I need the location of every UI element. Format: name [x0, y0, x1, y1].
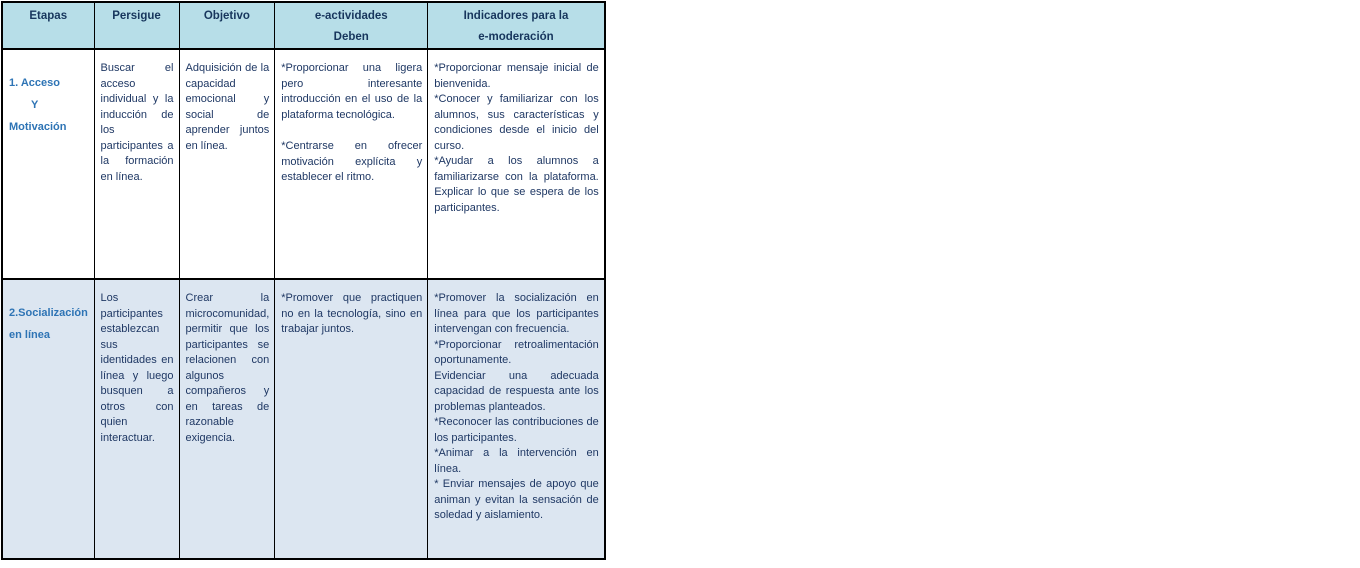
stage-1-line-3: Motivación [9, 121, 67, 133]
e-actividad-item: *Proporcionar una ligera pero interesante introducción en el uso de la plataforma tecnológica. [281, 62, 423, 121]
cell-stage-2 [2, 279, 94, 559]
indicador-item: *Conocer y familiarizar con los alumnos, sus características y condiciones desde el inicio del curso. [434, 93, 599, 152]
header-objetivo [179, 2, 275, 49]
header-indicadores [428, 2, 605, 49]
stage-1-line-2: Y [31, 99, 39, 111]
e-moderation-stages-table [1, 1, 606, 560]
objetivo-1-text: Adquisición de la capacidad emocional y social de aprender juntos en línea. [185, 62, 270, 152]
header-objetivo-label: Objetivo [203, 10, 250, 22]
header-etapas-label: Etapas [29, 10, 68, 22]
stage-1-line-1: 1. Acceso [9, 77, 60, 89]
indicador-item: *Promover la socialización en línea para que los participantes intervengan con frecuencia. [434, 292, 599, 335]
table-row-acceso-motivacion [2, 49, 605, 279]
header-etapas [2, 2, 94, 49]
indicador-item: *Animar a la intervención en línea. [434, 447, 599, 475]
stage-2-line-2: en línea [9, 329, 50, 341]
indicador-item: *Ayudar a los alumnos a familiarizarse con la plataforma. Explicar lo que se espera de los participantes. [434, 155, 599, 214]
indicador-item: Evidenciar una adecuada capacidad de respuesta ante los problemas planteados. [434, 369, 599, 413]
cell-objetivo-1 [179, 49, 275, 279]
header-e-moderacion-label: e-moderación [478, 31, 554, 43]
cell-e-actividades-2 [275, 279, 428, 559]
header-deben-label: Deben [333, 31, 369, 43]
table-row-socializacion [2, 279, 605, 559]
indicador-item: *Reconocer las contribuciones de los participantes. [434, 416, 599, 444]
e-actividad-item: *Promover que practiquen no en la tecnología, sino en trabajar juntos. [281, 292, 423, 335]
indicador-item: * Enviar mensajes de apoyo que animan y evitan la sensación de soledad y aislamiento. [434, 478, 599, 521]
e-actividad-item: *Centrarse en ofrecer motivación explícita y establecer el ritmo. [281, 140, 423, 183]
cell-indicadores-2 [428, 279, 605, 559]
cell-objetivo-2 [179, 279, 275, 559]
objetivo-2-text: Crear la microcomunidad, permitir que los participantes se relacionen con algunos compañeros y en tareas de razonable exigencia. [185, 292, 270, 444]
cell-stage-1 [2, 49, 94, 279]
cell-indicadores-1 [428, 49, 605, 279]
table-header-row [2, 2, 605, 49]
persigue-1-text: Buscar el acceso individual y la inducción de los participantes a la formación en línea. [100, 62, 174, 183]
header-indicadores-label: Indicadores para la [463, 10, 569, 22]
cell-persigue-2 [94, 279, 179, 559]
indicador-item: *Proporcionar mensaje inicial de bienvenida. [434, 62, 599, 90]
cell-persigue-1 [94, 49, 179, 279]
indicador-item: *Proporcionar retroalimentación oportunamente. [434, 338, 599, 366]
header-persigue-label: Persigue [112, 10, 161, 22]
stage-2-line-1: 2.Socialización [9, 307, 88, 319]
header-persigue [94, 2, 179, 49]
persigue-2-text: Los participantes establezcan sus identidades en línea y luego busquen a otros con quien interactuar. [100, 292, 174, 444]
header-e-actividades [275, 2, 428, 49]
cell-e-actividades-1 [275, 49, 428, 279]
header-e-actividades-label: e-actividades [314, 10, 388, 22]
